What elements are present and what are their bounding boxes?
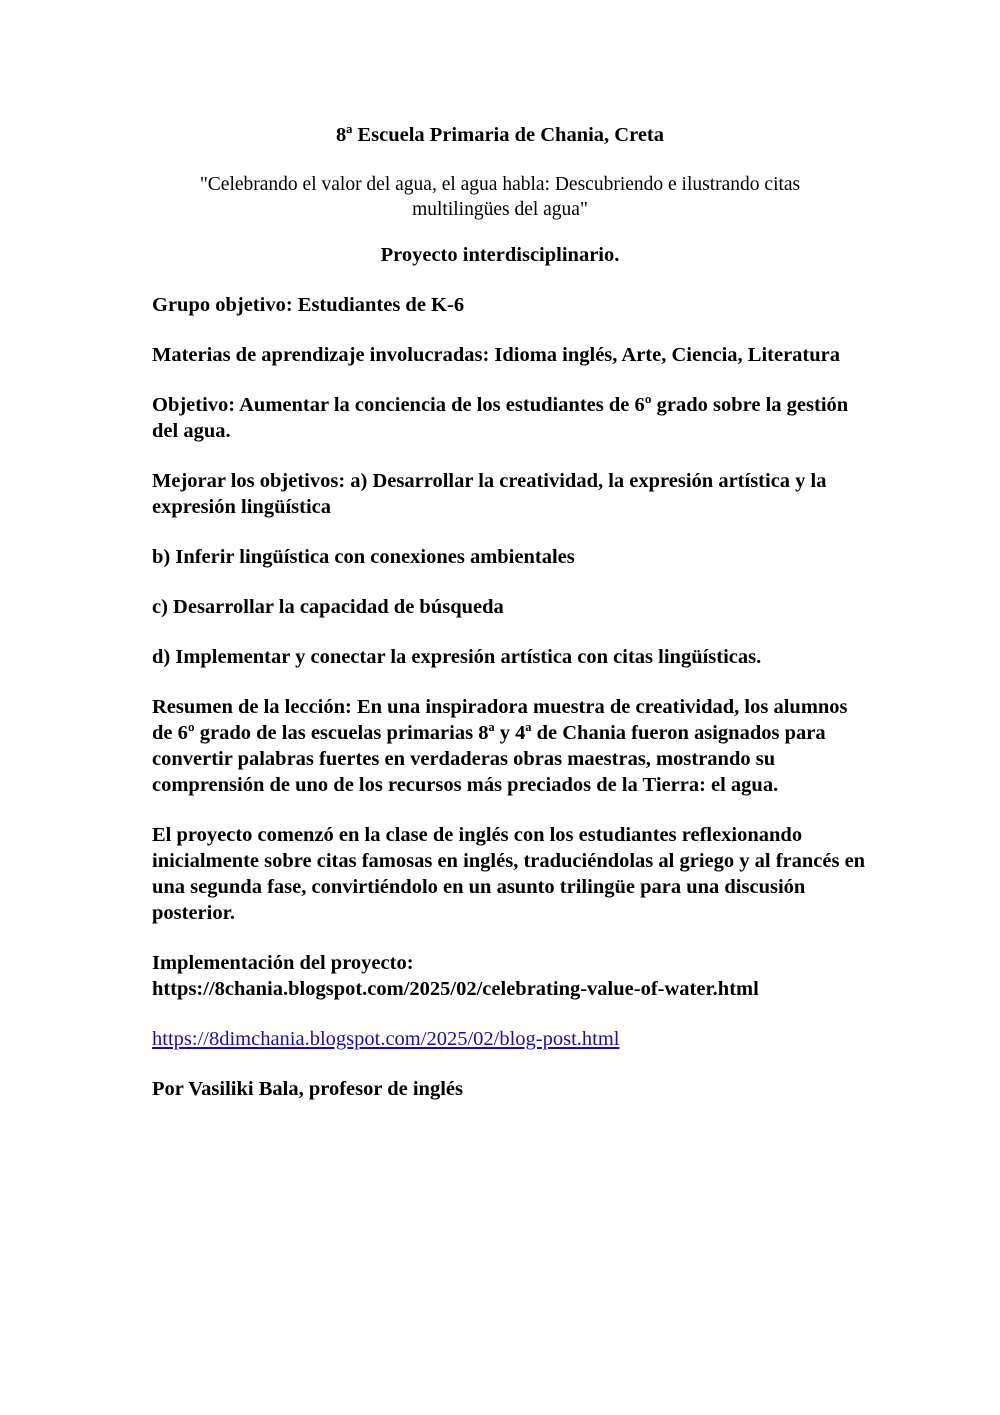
lesson-summary: Resumen de la lección: En una inspiradora muestra de creatividad, los alumnos de 6º grado de las escuelas primarias 8ª y 4ª de Chania fueron asignados para convertir palabras fuertes en verdaderas obras maestras, mostrando su comprensión de uno de los recursos más preciados de la Tierra: el agua. [152, 696, 848, 796]
subjects: Materias de aprendizaje involucradas: Idioma inglés, Arte, Ciencia, Literatura [152, 344, 841, 366]
project-start: El proyecto comenzó en la clase de inglés con los estudiantes reflexionando inicialmente sobre citas famosas en inglés, traduciéndolas al griego y al francés en una segunda fase, convirtiéndolo en un asunto trilingüe para una discusión posterior. [152, 824, 866, 924]
objective-c: c) Desarrollar la capacidad de búsqueda [152, 596, 504, 618]
blog-link[interactable]: https://8dimchania.blogspot.com/2025/02/blog-post.html [152, 1028, 620, 1050]
objective-d: d) Implementar y conectar la expresión artística con citas lingüísticas. [152, 646, 762, 668]
project-heading: Proyecto interdisciplinario. [380, 244, 620, 266]
objective-b: b) Inferir lingüística con conexiones ambientales [152, 546, 575, 568]
project-subtitle: "Celebrando el valor del agua, el agua habla: Descubriendo e ilustrando citas multilingües del agua" [199, 174, 801, 220]
target-group: Grupo objetivo: Estudiantes de K-6 [152, 294, 465, 316]
implementation [152, 950, 867, 1002]
author: Por Vasiliki Bala, profesor de inglés [152, 1078, 463, 1100]
implementation-url: https://8chania.blogspot.com/2025/02/celebrating-value-of-water.html [152, 978, 759, 1000]
improve-objectives: Mejorar los objetivos: a) Desarrollar la creatividad, la expresión artística y la expresión lingüística [152, 470, 827, 518]
school-title: 8ª Escuela Primaria de Chania, Creta [335, 124, 665, 146]
document-body [152, 292, 867, 1126]
objective: Objetivo: Aumentar la conciencia de los estudiantes de 6º grado sobre la gestión del agua. [152, 394, 849, 442]
blog-link-paragraph [152, 1026, 867, 1052]
implementation-label: Implementación del proyecto: [152, 952, 414, 974]
